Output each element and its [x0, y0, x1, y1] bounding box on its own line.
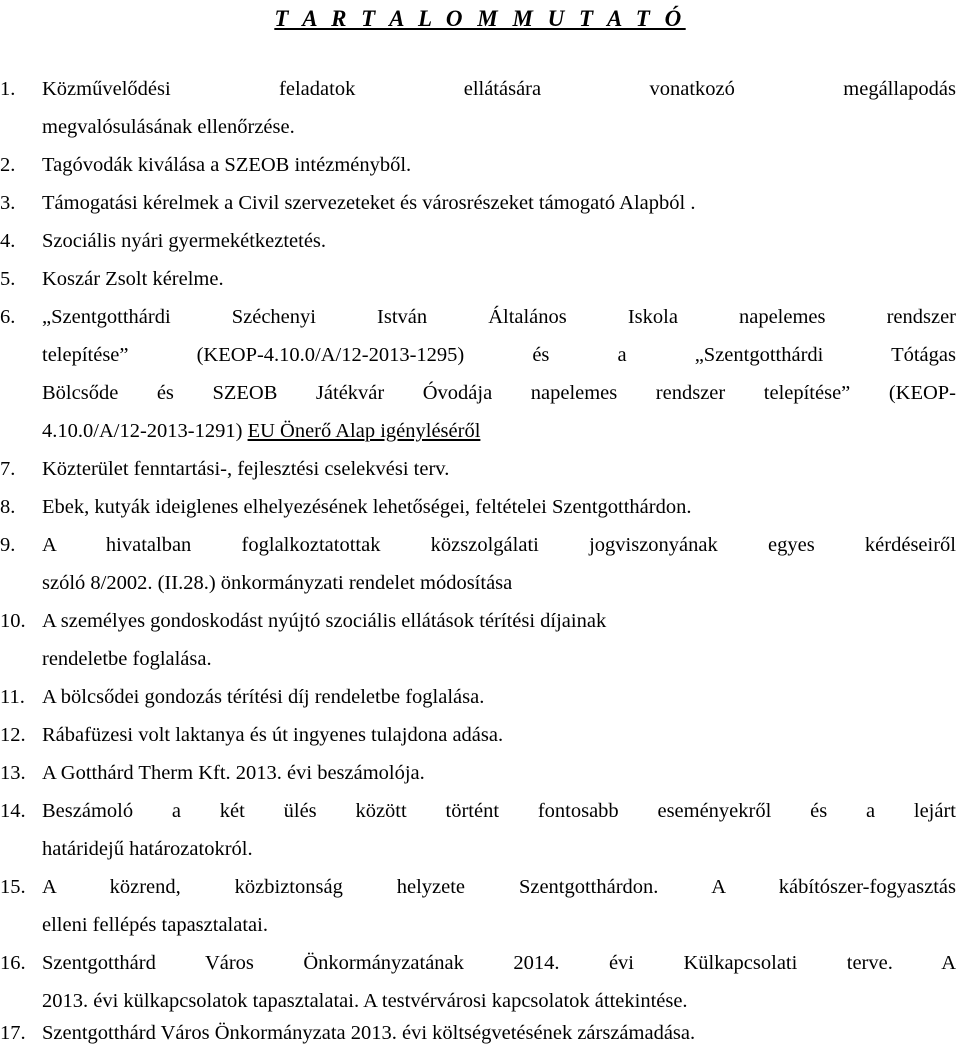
item-number: 8.: [0, 496, 16, 518]
item-number: 11.: [0, 686, 25, 708]
item-text-line: szóló 8/2002. (II.28.) önkormányzati rendelet módosítása: [42, 572, 513, 594]
item-text-line: A bölcsődei gondozás térítési díj rendeletbe foglalása.: [42, 686, 485, 708]
item-number: 16.: [0, 952, 26, 974]
item-number: 4.: [0, 230, 16, 252]
underlined-text: EU Önerő Alap igényléséről: [247, 420, 481, 442]
item-text-line: Támogatási kérelmek a Civil szervezeteket és városrészeket támogató Alapból .: [42, 192, 696, 214]
item-number: 17.: [0, 1022, 26, 1044]
item-text-line: Tagóvodák kiválása a SZEOB intézményből.: [42, 154, 412, 176]
item-text-line: határidejű határozatokról.: [42, 838, 253, 860]
item-text-line: megvalósulásának ellenőrzése.: [42, 116, 295, 138]
item-number: 3.: [0, 192, 16, 214]
item-text-line: [42, 412, 956, 450]
item-text-line: Közterület fenntartási-, fejlesztési cselekvési terv.: [42, 458, 450, 480]
document-title: T A R T A L O M M U T A T Ó: [274, 6, 686, 31]
item-number: 13.: [0, 762, 26, 784]
item-text-line: Szentgotthárd Város Önkormányzata 2013. évi költségvetésének zárszámadása.: [42, 1022, 696, 1044]
item-number: 15.: [0, 876, 26, 898]
item-text-line: Közművelődési feladatok ellátására vonatkozó megállapodás: [42, 78, 956, 100]
item-text-line: Rábafüzesi volt laktanya és út ingyenes tulajdona adása.: [42, 724, 504, 746]
item-text-plain: 4.10.0/A/12-2013-1291): [42, 420, 248, 442]
item-text-line: A közrend, közbiztonság helyzete Szentgotthárdon. A kábítószer-fogyasztás: [42, 876, 956, 898]
item-text-line: telepítése” (KEOP-4.10.0/A/12-2013-1295) és a „Szentgotthárdi Tótágas: [42, 344, 956, 366]
item-number: 7.: [0, 458, 16, 480]
item-text-line: Koszár Zsolt kérelme.: [42, 268, 224, 290]
item-text-line: Bölcsőde és SZEOB Játékvár Óvodája napelemes rendszer telepítése” (KEOP-: [42, 382, 956, 404]
item-number: 12.: [0, 724, 26, 746]
item-text-line: A Gotthárd Therm Kft. 2013. évi beszámolója.: [42, 762, 425, 784]
item-text-line: Ebek, kutyák ideiglenes elhelyezésének lehetőségei, feltételei Szentgotthárdon.: [42, 496, 692, 518]
item-number: 6.: [0, 306, 16, 328]
item-number: 9.: [0, 534, 16, 556]
item-text-line: Szentgotthárd Város Önkormányzatának 2014. évi Külkapcsolati terve. A: [42, 952, 956, 974]
item-text-line: 2013. évi külkapcsolatok tapasztalatai. A testvérvárosi kapcsolatok áttekintése.: [42, 990, 688, 1012]
item-text-line: rendeletbe foglalása.: [42, 648, 212, 670]
item-number: 10.: [0, 610, 26, 632]
item-text-line: Beszámoló a két ülés között történt fontosabb eseményekről és a lejárt: [42, 800, 956, 822]
item-text-line: elleni fellépés tapasztalatai.: [42, 914, 268, 936]
item-text-line: A személyes gondoskodást nyújtó szociális ellátások térítési díjainak: [42, 610, 607, 632]
item-text-line: Szociális nyári gyermekétkeztetés.: [42, 230, 327, 252]
item-text-line: „Szentgotthárdi Széchenyi István Általános Iskola napelemes rendszer: [42, 306, 956, 328]
item-number: 1.: [0, 78, 16, 100]
item-number: 2.: [0, 154, 16, 176]
item-number: 14.: [0, 800, 26, 822]
item-text-line: A hivatalban foglalkoztatottak közszolgálati jogviszonyának egyes kérdéseiről: [42, 534, 956, 556]
item-number: 5.: [0, 268, 16, 290]
